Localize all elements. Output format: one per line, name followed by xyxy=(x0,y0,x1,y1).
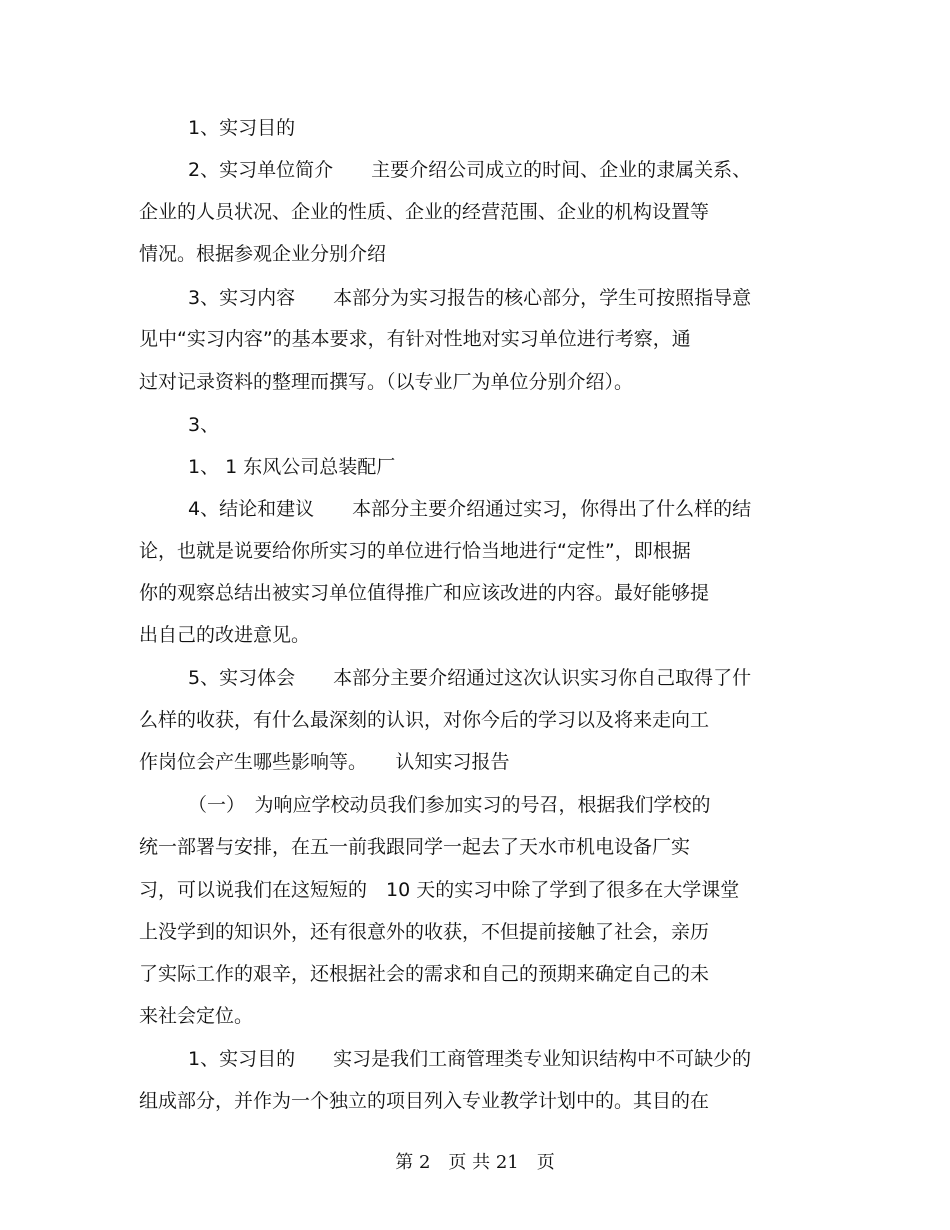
text-line: 组成部分，并作为一个独立的项目列入专业教学计划中的。其目的在 xyxy=(139,1090,710,1112)
text-line: 上没学到的知识外，还有很意外的收获，不但提前接触了社会，亲历 xyxy=(139,921,710,943)
text-line: 1、 1 东风公司总装配厂 xyxy=(188,456,396,478)
text-line: （一） 为响应学校动员我们参加实习的号召，根据我们学校的 xyxy=(188,794,711,816)
text-line: 过对记录资料的整理而撰写。（以专业厂为单位分别介绍）。 xyxy=(139,371,634,393)
text-line: 出自己的改进意见。 xyxy=(139,624,311,646)
page-number-footer: 第 2 页 共 21 页 xyxy=(395,1152,555,1173)
text-line: 1、实习目的 xyxy=(188,117,296,139)
text-line: 作岗位会产生哪些影响等。 认知实习报告 xyxy=(139,751,510,773)
text-line: 来社会定位。 xyxy=(139,1005,254,1027)
text-line: 4、结论和建议 本部分主要介绍通过实习，你得出了什么样的结 xyxy=(188,498,752,520)
text-line: 2、实习单位简介 主要介绍公司成立的时间、企业的隶属关系、 xyxy=(188,159,752,181)
text-line: 3、实习内容 本部分为实习报告的核心部分，学生可按照指导意 xyxy=(188,287,752,309)
text-line: 见中“实习内容”的基本要求，有针对性地对实习单位进行考察，通 xyxy=(139,328,691,350)
text-line: 情况。根据参观企业分别介绍 xyxy=(139,243,387,265)
text-line: 3、 xyxy=(188,414,220,436)
text-line: 论，也就是说要给你所实习的单位进行恰当地进行“定性”，即根据 xyxy=(139,540,691,562)
text-line: 1、实习目的 实习是我们工商管理类专业知识结构中不可缺少的 xyxy=(188,1048,752,1070)
text-line: 么样的收获，有什么最深刻的认识，对你今后的学习以及将来走向工 xyxy=(139,709,710,731)
text-line: 你的观察总结出被实习单位值得推广和应该改进的内容。最好能够提 xyxy=(139,582,710,604)
text-line: 5、实习体会 本部分主要介绍通过这次认识实习你自己取得了什 xyxy=(188,667,752,689)
text-line: 了实际工作的艰辛，还根据社会的需求和自己的预期来确定自己的未 xyxy=(139,963,710,985)
text-line: 习，可以说我们在这短短的 10 天的实习中除了学到了很多在大学课堂 xyxy=(139,879,740,901)
text-line: 统一部署与安排，在五一前我跟同学一起去了天水市机电设备厂实 xyxy=(139,836,691,858)
text-line: 企业的人员状况、企业的性质、企业的经营范围、企业的机构设置等 xyxy=(139,201,710,223)
